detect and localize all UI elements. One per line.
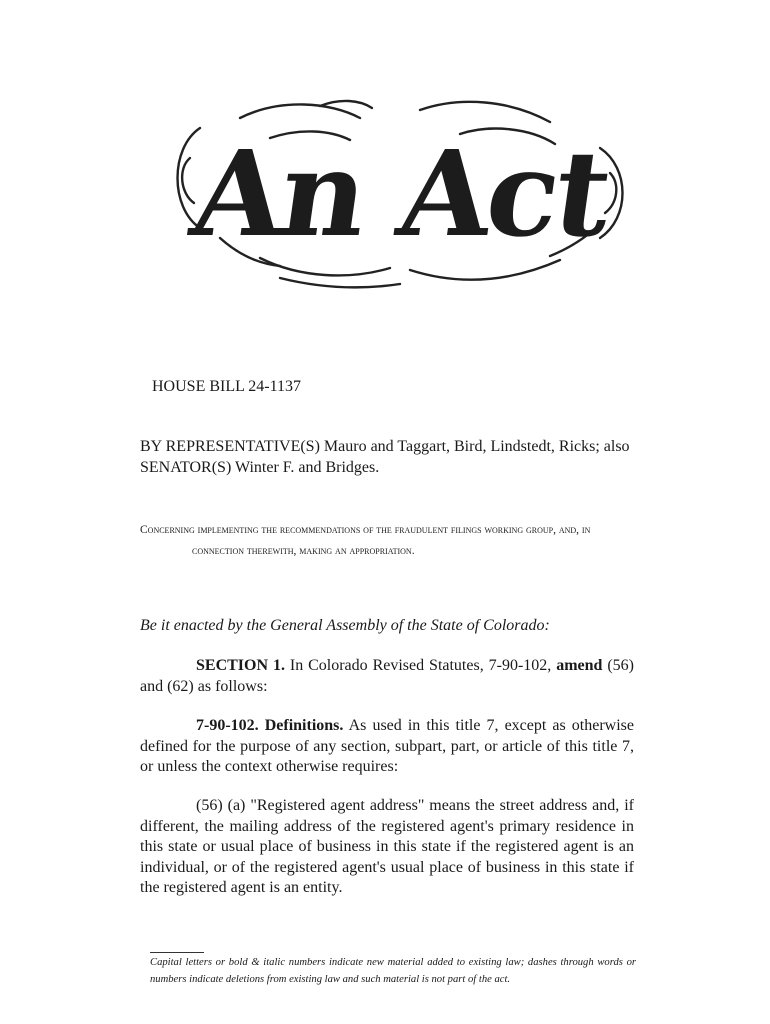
section-1-paragraph xyxy=(140,656,634,697)
footnote-divider xyxy=(150,952,204,953)
section-1-label: SECTION 1. xyxy=(196,657,285,674)
definitions-label: 7-90-102. Definitions. xyxy=(196,717,344,734)
concerning-lead: Concerning xyxy=(140,524,195,536)
definitions-paragraph xyxy=(140,716,634,778)
section-1-text-b: (56) and (62) as follows: xyxy=(140,657,635,695)
an-act-seal xyxy=(160,88,640,298)
section-1-text-a: In Colorado Revised Statutes, 7-90-102, xyxy=(284,657,557,674)
section-1-amend: amend xyxy=(556,657,603,674)
bill-number: HOUSE BILL 24-1137 xyxy=(152,378,302,395)
bill-concerning-clause xyxy=(140,520,640,562)
bill-sponsors: BY REPRESENTATIVE(S) Mauro and Taggart, Bird, Lindstedt, Ricks; also SENATOR(S) Winter F. and Bridges. xyxy=(140,438,630,476)
enacting-clause: Be it enacted by the General Assembly of the State of Colorado: xyxy=(140,617,550,634)
definitions-text: As used in this title 7, except as otherwise defined for the purpose of any section, subpart, part, or article of this title 7, or unless the context otherwise requires: xyxy=(140,717,635,775)
concerning-rest: implementing the recommendations of the fraudulent filings working group, and, in connection therewith, making an appropriation. xyxy=(192,524,591,557)
subsection-56-text: (56) (a) "Registered agent address" means the street address and, if different, the mailing address of the registered agent's primary residence in this state or usual place of business in this state if the registered agent is an individual, or of the registered agent's usual place of business in this state if the registered agent is an entity. xyxy=(140,797,634,896)
footnote: Capital letters or bold & italic numbers indicate new material added to existing law; dashes through words or numbers indicate deletions from existing law and such material is not part of the act. xyxy=(150,957,636,985)
seal-title: An Act xyxy=(184,123,616,263)
subsection-56-paragraph xyxy=(140,796,634,899)
